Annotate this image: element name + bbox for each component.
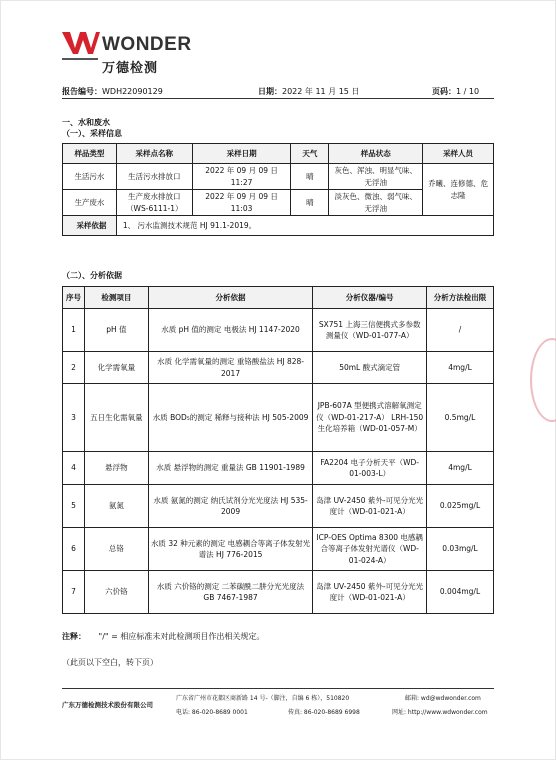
wonder-logo-icon: [62, 30, 100, 56]
row-number: 6: [63, 528, 85, 571]
table-row: [63, 384, 494, 452]
table-row: [63, 352, 494, 384]
weather: 晴: [291, 190, 329, 216]
brand-logo: [62, 30, 192, 78]
test-item: 悬浮物: [84, 452, 148, 485]
date-label: 日期：: [258, 87, 282, 96]
header-cell: 采样人员: [423, 144, 494, 164]
analysis-basis: 水质 六价铬的测定 二苯碳酰二肼分光光度法 GB 7467-1987: [148, 571, 313, 614]
report-number: [62, 86, 163, 97]
header-cell: 样品类型: [63, 144, 117, 164]
footer-company: 广东万德检测技术股份有限公司: [62, 701, 153, 709]
table-row: [63, 528, 494, 571]
detection-limit: 4mg/L: [427, 452, 494, 485]
logo-rule: [62, 58, 98, 60]
test-item: pH 值: [84, 309, 148, 352]
table-row: [63, 309, 494, 352]
report-date: [258, 86, 359, 97]
row-number: 5: [63, 485, 85, 528]
notes-label: 注释：: [62, 632, 86, 641]
footer-website: 网址: http://www.wdwonder.com: [392, 709, 488, 716]
header-cell: 采样点名称: [116, 144, 192, 164]
analysis-basis: 水质 32 种元素的测定 电感耦合等离子体发射光谱法 HJ 776-2015: [148, 528, 313, 571]
row-number: 2: [63, 352, 85, 384]
instrument: SX751 上海三信便携式多参数测量仪（WD-01-077-A）: [313, 309, 427, 352]
row-number: 1: [63, 309, 85, 352]
report-no-label: 报告编号：: [62, 87, 102, 96]
header-cell: 分析方法检出限: [427, 287, 494, 309]
footer-tel: 电话: 86-020-8689 0001: [176, 709, 248, 716]
sampling-date: 2022 年 09 月 09 日 11:03: [192, 190, 291, 216]
analysis-basis: 水质 氨氮的测定 纳氏试剂分光光度法 HJ 535-2009: [148, 485, 313, 528]
notes-text: "/" = 相应标准未对此检测项目作出相关规定。: [98, 632, 265, 641]
notes: [62, 631, 264, 642]
analysis-table: [62, 286, 494, 614]
sampling-point: 生活污水排放口: [116, 164, 192, 190]
page-label: 页码：: [432, 87, 456, 96]
row-number: 7: [63, 571, 85, 614]
test-item: 氨氮: [84, 485, 148, 528]
analysis-basis: 水质 悬浮物的测定 重量法 GB 11901-1989: [148, 452, 313, 485]
sample-state: 淡灰色、微浊、弱气味、无浮油: [329, 190, 423, 216]
sampling-point: 生产废水排放口（WS-6111-1）: [116, 190, 192, 216]
sampling-basis-row: [63, 216, 494, 236]
analysis-basis: 水质 BOD₅的测定 稀释与接种法 HJ 505-2009: [148, 384, 313, 452]
sampling-info-title: （一）、采样信息: [62, 129, 122, 138]
row-number: 3: [63, 384, 85, 452]
sample-type: 生活污水: [63, 164, 117, 190]
weather: 晴: [291, 164, 329, 190]
table-header-row: [63, 287, 494, 309]
detection-limit: 0.004mg/L: [427, 571, 494, 614]
header-cell: 分析仪器/编号: [313, 287, 427, 309]
test-item: 五日生化需氧量: [84, 384, 148, 452]
detection-limit: 0.03mg/L: [427, 528, 494, 571]
table-row: [63, 452, 494, 485]
header-cell: 序号: [63, 287, 85, 309]
brand-name-en: WONDER: [102, 34, 192, 55]
report-no-value: WDH22090129: [102, 87, 163, 96]
footer-fax: 传真: 86-020-8689 6998: [288, 709, 360, 716]
footer-email: 邮箱: wd@wdwonder.com: [405, 695, 481, 702]
sample-type: 生产废水: [63, 190, 117, 216]
test-item: 化学需氧量: [84, 352, 148, 384]
footer-rule: [62, 688, 494, 689]
header-cell: 样品状态: [329, 144, 423, 164]
footer-address: 广东省广州市花都区商新路 14 号-（脚注，自编 6 栋），510820: [176, 695, 350, 702]
instrument: JPB-607A 型便携式溶解氧测定仪（WD-01-217-A） LRH-150 生化培养箱（WD-01-057-M）: [313, 384, 427, 452]
detection-limit: 0.5mg/L: [427, 384, 494, 452]
instrument: 岛津 UV-2450 紫外-可见分光光度计（WD-01-021-A）: [313, 485, 427, 528]
sampling-basis-label: 采样依据: [63, 216, 117, 236]
test-item: 六价铬: [84, 571, 148, 614]
sampling-table: [62, 143, 494, 236]
page-value: 1 / 10: [456, 87, 480, 96]
table-header-row: [63, 144, 494, 164]
sample-state: 灰色、浑浊、明显气味、无浮油: [329, 164, 423, 190]
instrument: ICP-OES Optima 8300 电感耦合等离子体发射光谱仪（WD-01-024-A）: [313, 528, 427, 571]
instrument: 50mL 酸式滴定管: [313, 352, 427, 384]
instrument: 岛津 UV-2450 紫外-可见分光光度计（WD-01-021-A）: [313, 571, 427, 614]
analysis-basis: 水质 化学需氧量的测定 重铬酸盐法 HJ 828-2017: [148, 352, 313, 384]
date-value: 2022 年 11 月 15 日: [282, 87, 360, 96]
header-cell: 检测项目: [84, 287, 148, 309]
header-cell: 分析依据: [148, 287, 313, 309]
analysis-basis-title: （二）、分析依据: [62, 271, 122, 280]
instrument: FA2204 电子分析天平（WD-01-003-L）: [313, 452, 427, 485]
page-number: [432, 86, 479, 97]
section-title: 一、水和废水: [62, 118, 110, 127]
detection-limit: /: [427, 309, 494, 352]
table-row: [63, 485, 494, 528]
sampling-basis-text: 1、 污水监测技术规范 HJ 91.1-2019。: [116, 216, 493, 236]
analysis-basis: 水质 pH 值的测定 电极法 HJ 1147-2020: [148, 309, 313, 352]
detection-limit: 0.025mg/L: [427, 485, 494, 528]
table-row: [63, 164, 494, 190]
sampling-date: 2022 年 09 月 09 日 11:27: [192, 164, 291, 190]
header-rule: [62, 98, 494, 99]
row-number: 4: [63, 452, 85, 485]
sampling-staff: 乔曦、连修德、危志隆: [423, 164, 494, 216]
header-cell: 天气: [291, 144, 329, 164]
test-item: 总铬: [84, 528, 148, 571]
header-cell: 采样日期: [192, 144, 291, 164]
page-end-note: （此页以下空白，转下页）: [62, 658, 158, 667]
table-row: [63, 571, 494, 614]
brand-name-cn: 万德检测: [102, 61, 159, 76]
detection-limit: 4mg/L: [427, 352, 494, 384]
